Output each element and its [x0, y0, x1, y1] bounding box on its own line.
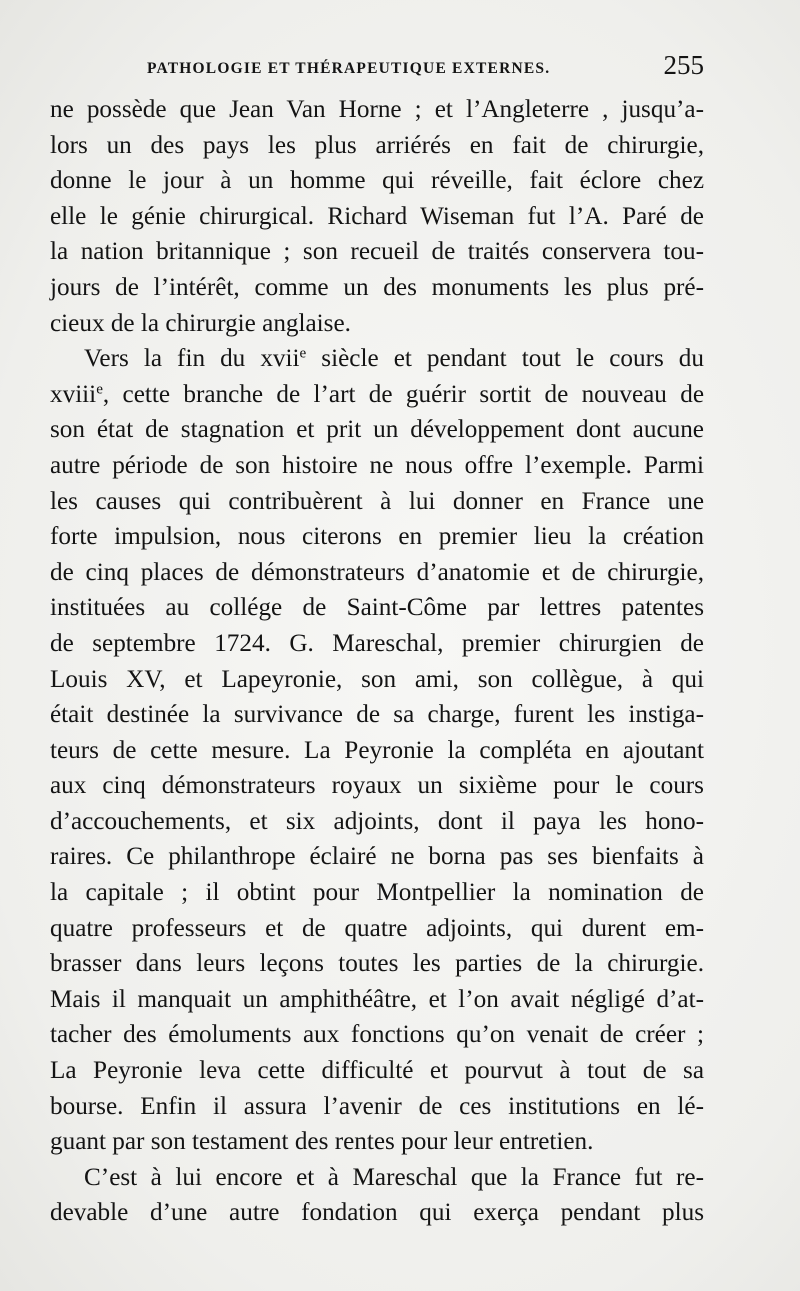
text-line: d’accouchements, et six adjoints, dont il paya les hono-	[50, 807, 704, 835]
body-text	[50, 92, 704, 1231]
text-line: teurs de cette mesure. La Peyronie la compléta en ajoutant	[50, 736, 704, 764]
superscript: e	[299, 345, 307, 362]
text-line: de septembre 1724. G. Mareschal, premier chirurgien de	[50, 629, 704, 657]
text-line: brasser dans leurs leçons toutes les parties de la chirurgie.	[50, 950, 704, 978]
page-header	[50, 50, 704, 84]
text-line: son état de stagnation et prit un développement dont aucune	[50, 416, 704, 444]
text-line: aux cinq démonstrateurs royaux un sixième pour le cours	[50, 772, 704, 800]
text-line: instituées au collége de Saint-Côme par lettres patentes	[50, 594, 704, 622]
text-line: devable d’une autre fondation qui exerça pendant plus	[50, 1199, 704, 1227]
text-line: raires. Ce philanthrope éclairé ne borna pas ses bienfaits à	[50, 843, 704, 871]
text-line: bourse. Enfin il assura l’avenir de ces institutions en lé-	[50, 1092, 704, 1120]
text-line: autre période de son histoire ne nous offre l’exemple. Parmi	[50, 451, 704, 479]
text-line: Mais il manquait un amphithéâtre, et l’on avait négligé d’at-	[50, 985, 704, 1013]
superscript: e	[96, 381, 103, 398]
page-number: 255	[663, 50, 704, 80]
text-line: lors un des pays les plus arriérés en fait de chirurgie,	[50, 131, 704, 159]
text-line: La Peyronie leva cette difficulté et pourvut à tout de sa	[50, 1057, 704, 1085]
text-line: elle le génie chirurgical. Richard Wiseman fut l’A. Paré de	[50, 202, 704, 230]
text-line	[50, 341, 704, 377]
text-line: forte impulsion, nous citerons en premier lieu la création	[50, 523, 704, 551]
text-line: tacher des émoluments aux fonctions qu’on venait de créer ;	[50, 1021, 704, 1049]
text-span: siècle et pendant tout le cours du	[306, 345, 704, 373]
text-span: , cette branche de l’art de guérir sortit de nouveau de	[102, 380, 704, 408]
text-line: la capitale ; il obtint pour Montpellier la nomination de	[50, 879, 704, 907]
text-line: Louis XV, et Lapeyronie, son ami, son collègue, à qui	[50, 665, 704, 693]
running-head: PATHOLOGIE ET THÉRAPEUTIQUE EXTERNES.	[147, 60, 551, 77]
text-line	[50, 377, 704, 413]
text-line: était destinée la survivance de sa charge, furent les instiga-	[50, 701, 704, 729]
text-line: quatre professeurs et de quatre adjoints, qui durent em-	[50, 914, 704, 942]
text-line: les causes qui contribuèrent à lui donner en France une	[50, 487, 704, 515]
text-line: C’est à lui encore et à Mareschal que la France fut re-	[84, 1163, 704, 1191]
text-span: xviii	[50, 380, 97, 408]
text-line: jours de l’intérêt, comme un des monuments les plus pré-	[50, 273, 704, 301]
text-span: Vers la fin du xvii	[84, 345, 300, 373]
text-line: la nation britannique ; son recueil de traités conservera tou-	[50, 238, 704, 266]
text-line: de cinq places de démonstrateurs d’anatomie et de chirurgie,	[50, 558, 704, 586]
text-line: donne le jour à un homme qui réveille, fait éclore chez	[50, 167, 704, 195]
text-line: ne possède que Jean Van Horne ; et l’Angleterre , jusqu’a-	[50, 96, 704, 123]
text-line: cieux de la chirurgie anglaise.	[50, 309, 351, 337]
text-line: guant par son testament des rentes pour leur entretien.	[50, 1128, 594, 1156]
